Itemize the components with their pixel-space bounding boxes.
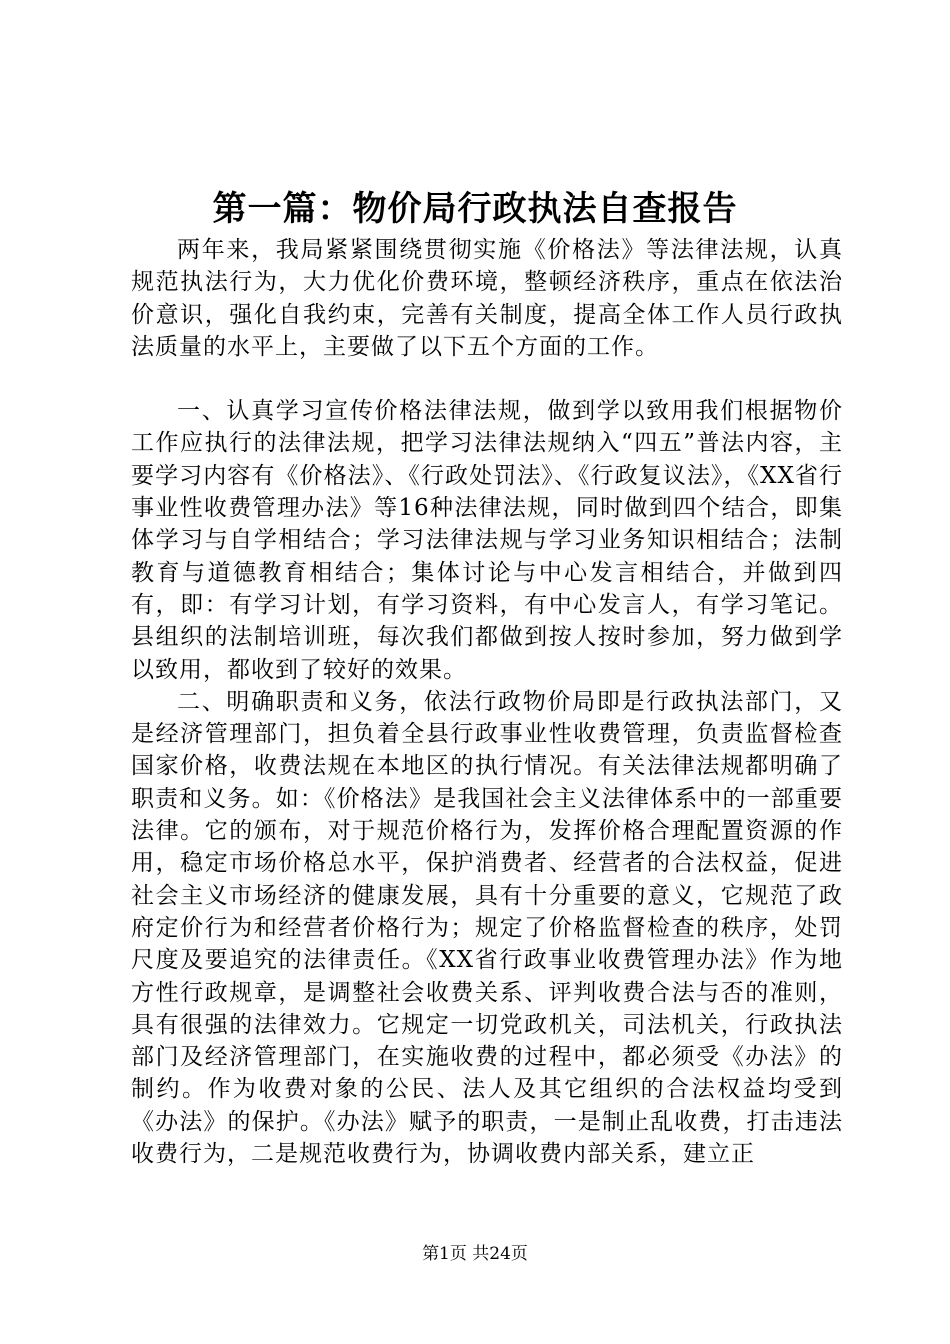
page-footer: 第1页 共24页 — [422, 1244, 528, 1264]
page-title: 第一篇：物价局行政执法自查报告 — [212, 189, 738, 229]
paragraph-intro: 两年来，我局紧紧围绕贯彻实施《价格法》等法律法规，认真规范执法行为，大力优化价费环境，整顿经济秩序，重点在依法治价意识，强化自我约束，完善有关制度，提高全体工作人员行政执法质量的水平上，主要做了以下五个方面的工作。 — [131, 237, 843, 360]
paragraph-section-1: 一、认真学习宣传价格法律法规，做到学以致用我们根据物价工作应执行的法律法规，把学习法律法规纳入“四五”普法内容，主要学习内容有《价格法》、《行政处罚法》、《行政复议法》，《XX省行事业性收费管理办法》等16种法律法规，同时做到四个结合，即集体学习与自学相结合；学习法律法规与学习业务知识相结合；法制教育与道德教育相结合；集体讨论与中心发言相结合，并做到四有，即：有学习计划，有学习资料，有中心发言人，有学习笔记。县组织的法制培训班，每次我们都做到按人按时参加，努力做到学以致用，都收到了较好的效果。 — [131, 398, 843, 683]
paragraph-section-2: 二、明确职责和义务，依法行政物价局即是行政执法部门，又是经济管理部门，担负着全县行政事业性收费管理，负责监督检查国家价格，收费法规在本地区的执行情况。有关法律法规都明确了职责和义务。如：《价格法》是我国社会主义法律体系中的一部重要法律。它的颁布，对于规范价格行为，发挥价格合理配置资源的作用，稳定市场价格总水平，保护消费者、经营者的合法权益，促进社会主义市场经济的健康发展，具有十分重要的意义，它规范了政府定价行为和经营者价格行为；规定了价格监督检查的秩序，处罚尺度及要追究的法律责任。《XX省行政事业收费管理办法》作为地方性行政规章，是调整社会收费关系、评判收费合法与否的准则，具有很强的法律效力。它规定一切党政机关，司法机关，行政执法部门及经济管理部门，在实施收费的过程中，都必须受《办法》的制约。作为收费对象的公民、法人及其它组织的合法权益均受到《办法》的保护。《办法》赋予的职责，一是制止乱收费，打击违法收费行为，二是规范收费行为，协调收费内部关系，建立正 — [131, 688, 843, 1168]
document-body — [131, 234, 843, 1170]
